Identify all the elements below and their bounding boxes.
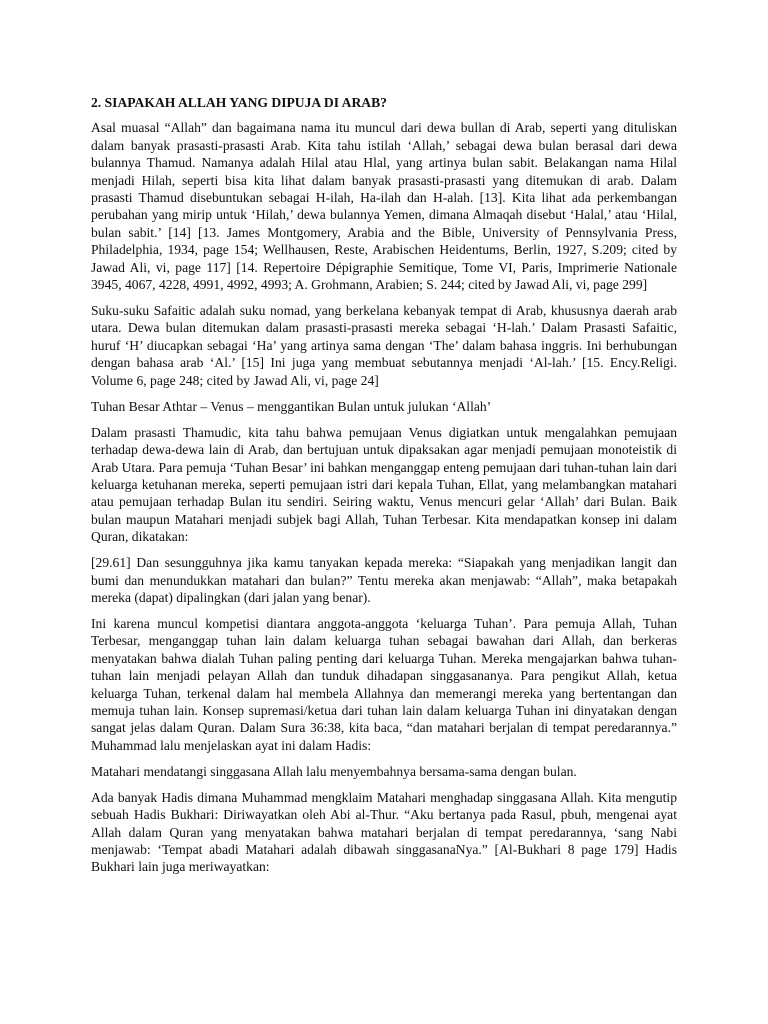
paragraph-hadith-sun: Matahari mendatangi singgasana Allah lalu menyembahnya bersama-sama dengan bulan.: [91, 763, 577, 779]
paragraph-thamudic: Dalam prasasti Thamudic, kita tahu bahwa pemujaan Venus digiatkan untuk mengalahkan pemujaan terhadap dewa-dewa lain di Arab, dan bertujuan untuk dipaksakan agar menjadi pemujaan monoteistik di Arab Utara. Para pemuja ‘Tuhan Besar’ ini bahkan menganggap enteng pemujaan dari tuhan-tuhan lain dari keluarga ketuhanan mereka, seperti pemujaan istri dari kepala Tuhan, Ellat, yang melambangkan matahari atau pemujaan terhadap Bulan itu sendiri. Seiring waktu, Venus mencuri gelar ‘Allah’ dari Bulan. Baik bulan maupun Matahari menjadi subjek bagi Allah, Tuhan Terbesar. Kita mendapatkan konsep ini dalam Quran, dikatakan:: [91, 424, 677, 545]
paragraph-origin-allah: Asal muasal “Allah” dan bagaimana nama itu muncul dari dewa bullan di Arab, seperti yang dituliskan dalam banyak prasasti-prasasti Arab. Kita tahu istilah ‘Allah,’ sebagai dewa bulan berasal dari dewa bulannya Thamud. Namanya adalah Hilal atau Hlal, yang artinya bulan sabit. Belakangan nama Hilal menjadi Hilah, seperti bisa kita lihat dalam banyak prasasti-prasasti yang ditemukan di arab. Dalam prasasti Thamud disebuntukan sebagai H-ilah, Ha-ilah dan H-alah. [13]. Kita lihat ada perkembangan perubahan yang mirip untuk ‘Hilah,’ dewa bulannya Yemen, dimana Almaqah disebut ‘Halal,’ atau ‘Hilal, bulan sabit.’ [14] [13. James Montgomery, Arabia and the Bible, University of Pennsylvania Press, Philadelphia, 1934, page 154; Wellhausen, Reste, Arabischen Heidentums, Berlin, 1927, S.209; cited by Jawad Ali, vi, page 117] [14. Repertoire Dépigraphie Semitique, Tome VI, Paris, Imprimerie Nationale 3945, 4067, 4228, 4991, 4992, 4993; A. Grohmann, Arabien; S. 244; cited by Jawad Ali, vi, page 299]: [91, 120, 677, 293]
section-heading: 2. SIAPAKAH ALLAH YANG DIPUJA DI ARAB?: [91, 95, 387, 110]
document-page: [91, 94, 677, 884]
paragraph-quran-29-61: [29.61] Dan sesungguhnya jika kamu tanyakan kepada mereka: “Siapakah yang menjadikan langit dan bumi dan menundukkan matahari dan bulan?” Tentu mereka akan menjawab: “Allah”, maka betapakah mereka (dapat) dipalingkan (dari jalan yang benar).: [91, 555, 677, 605]
paragraph-athtar-venus: Tuhan Besar Athtar – Venus – menggantikan Bulan untuk julukan ‘Allah’: [91, 398, 492, 414]
paragraph-bukhari: Ada banyak Hadis dimana Muhammad mengklaim Matahari menghadap singgasana Allah. Kita mengutip sebuah Hadis Bukhari: Diriwayatkan oleh Abi al-Thur. “Aku bertanya pada Rasul, pbuh, mengenai ayat Allah dalam Quran yang menyatakan bahwa matahari berjalan di tempat peredarannya, ‘sang Nabi menjawab: ‘Tempat abadi Matahari adalah dibawah singgasanaNya.” [Al-Bukhari 8 page 179] Hadis Bukhari lain juga meriwayatkan:: [91, 789, 677, 875]
paragraph-competition: Ini karena muncul kompetisi diantara anggota-anggota ‘keluarga Tuhan’. Para pemuja Allah, Tuhan Terbesar, menganggap tuhan lain dalam keluarga tuhan sebagai bawahan dari Allah, dan berkeras menyatakan bahwa dialah Tuhan paling penting dari keluarga Tuhan. Mereka mengajarkan bahwa tuhan-tuhan lain menjadi pelayan Allah dan tunduk dihadapan singgasananya. Para pengikut Allah, ketua keluarga Tuhan, terkenal dalam hal membela Allahnya dan memerangi mereka yang bertentangan dan memuja tuhan lain. Konsep supremasi/ketua dari tuhan lain dalam keluarga Tuhan ini dinyatakan dengan sangat jelas dalam Quran. Dalam Sura 36:38, kita baca, “dan matahari berjalan di tempat peredarannya.” Muhammad lalu menjelaskan ayat ini dalam Hadis:: [91, 615, 677, 753]
paragraph-safaitic: Suku-suku Safaitic adalah suku nomad, yang berkelana kebanyak tempat di Arab, khususnya daerah arab utara. Dewa bulan ditemukan dalam prasasti-prasasti mereka sebagai ‘H-lah.’ Dalam Prasasti Safaitic, huruf ‘H’ diucapkan sebagai ‘Ha’ yang artinya sama dengan ‘The’ dalam bahasa inggris. Ini berhubungan dengan bahasa arab ‘Al.’ [15] Ini juga yang membuat sebutannya menjadi ‘Al-lah.’ [15. Ency.Religi. Volume 6, page 248; cited by Jawad Ali, vi, page 24]: [91, 303, 677, 388]
